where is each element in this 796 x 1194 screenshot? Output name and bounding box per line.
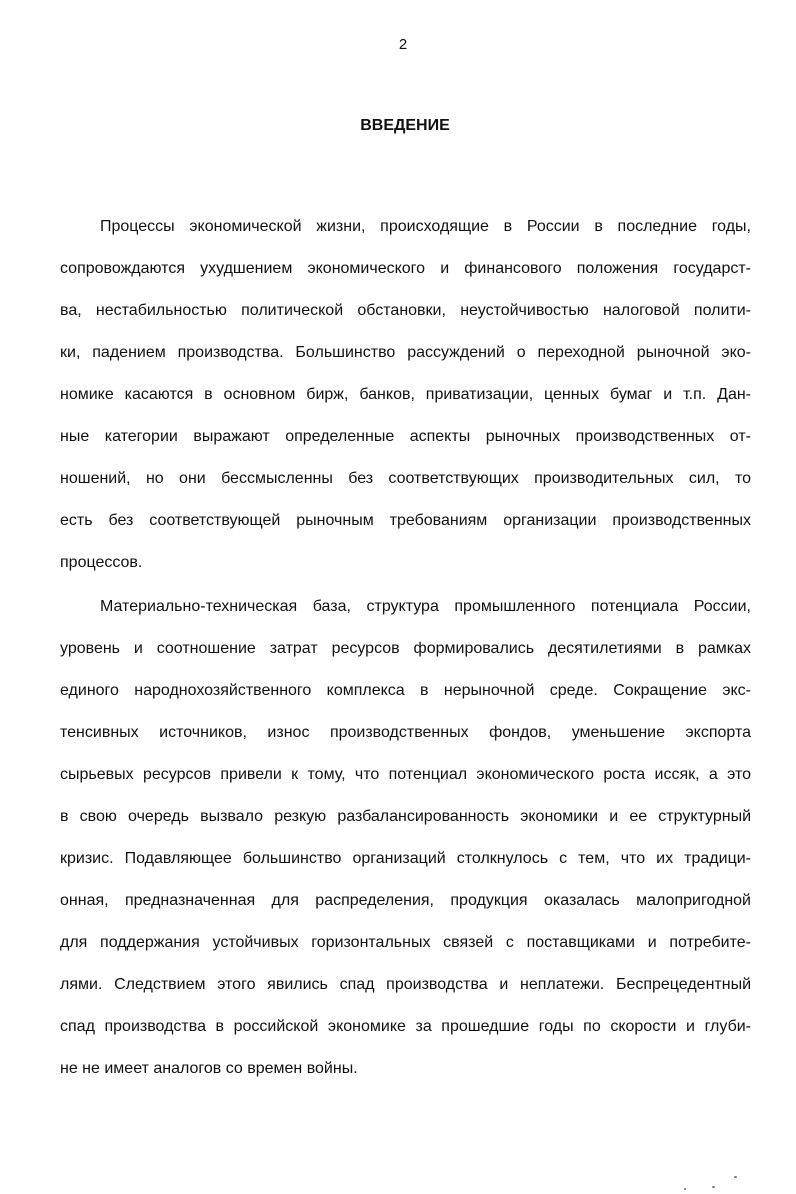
text-line: ные категории выражают определенные аспекты рыночных производственных от-	[60, 428, 751, 445]
text-line: спад производства в российской экономике за прошедшие годы по скорости и глуби-	[60, 1018, 751, 1035]
text-line: лями. Следствием этого явились спад производства и неплатежи. Беспрецедентный	[60, 976, 751, 993]
text-line: в свою очередь вызвало резкую разбалансированность экономики и ее структурный	[60, 808, 751, 825]
text-line: для поддержания устойчивых горизонтальных связей с поставщиками и потребите-	[60, 934, 751, 951]
text-line: ношений, но они бессмысленны без соответствующих производительных сил, то	[60, 470, 751, 487]
text-line: тенсивных источников, износ производственных фондов, уменьшение экспорта	[60, 724, 751, 741]
section-heading: ВВЕДЕНИЕ	[360, 117, 450, 134]
text-line: онная, предназначенная для распределения, продукция оказалась малопригодной	[60, 892, 751, 909]
text-line: Материально-техническая база, структура промышленного потенциала России,	[100, 598, 751, 615]
text-line: процессов.	[60, 554, 143, 571]
text-line: уровень и соотношение затрат ресурсов формировались десятилетиями в рамках	[60, 640, 751, 657]
text-line: сопровождаются ухудшением экономического и финансового положения государст-	[60, 260, 751, 277]
text-line: Процессы экономической жизни, происходящие в России в последние годы,	[100, 218, 751, 235]
text-line: есть без соответствующей рыночным требованиям организации производственных	[60, 512, 751, 529]
text-line: сырьевых ресурсов привели к тому, что потенциал экономического роста иссяк, а это	[60, 766, 751, 783]
paragraph-1	[60, 206, 751, 584]
scan-artifact	[684, 1188, 686, 1190]
text-line: единого народнохозяйственного комплекса в нерыночной среде. Сокращение экс-	[60, 682, 751, 699]
paragraph-2	[60, 586, 751, 1090]
scan-artifact	[712, 1186, 715, 1188]
text-line: ки, падением производства. Большинство рассуждений о переходной рыночной эко-	[60, 344, 751, 361]
text-line: ва, нестабильностью политической обстановки, неустойчивостью налоговой полити-	[60, 302, 751, 319]
text-line: кризис. Подавляющее большинство организаций столкнулось с тем, что их традици-	[60, 850, 751, 867]
text-line: номике касаются в основном бирж, банков, приватизации, ценных бумаг и т.п. Дан-	[60, 386, 751, 403]
scan-artifact	[734, 1176, 737, 1178]
text-line: не не имеет аналогов со времен войны.	[60, 1060, 358, 1077]
page-number: 2	[398, 36, 408, 53]
